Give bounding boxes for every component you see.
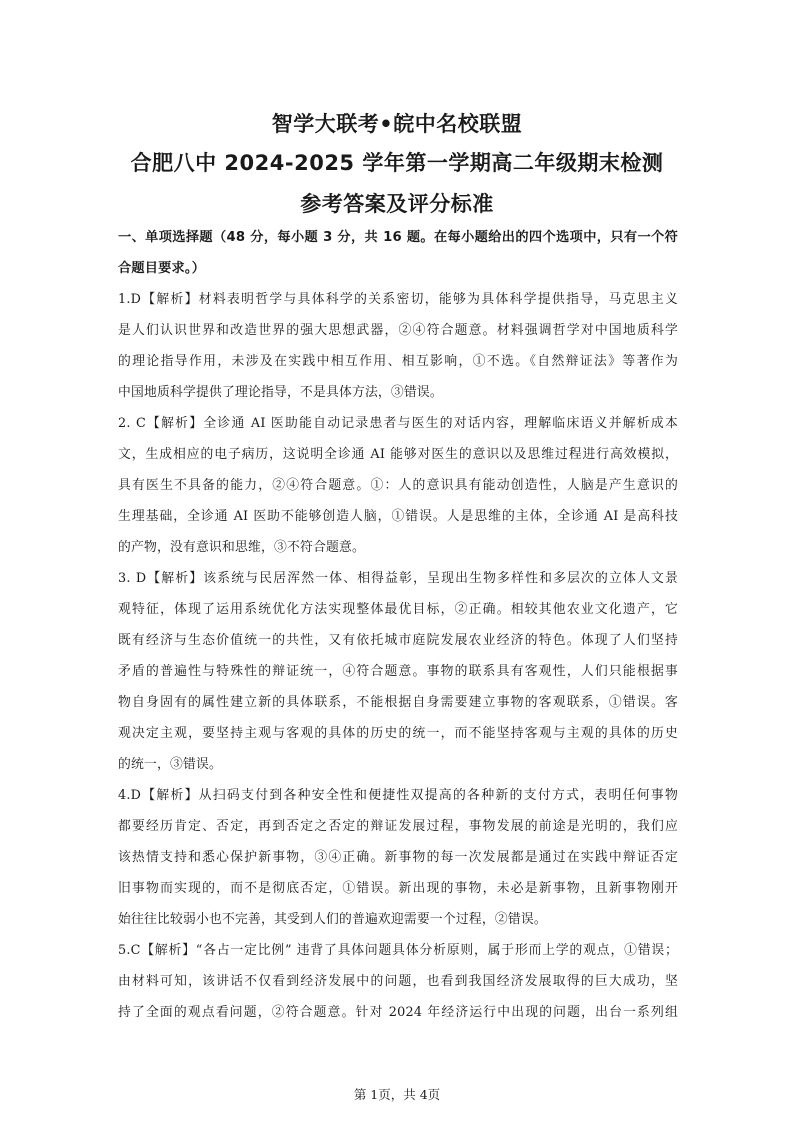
answer-line: 的理论指导作用，未涉及在实践中相互作用、相互影响，①不选。《自然辩证法》等著作为 [118,354,678,369]
section-heading-line: 一、单项选择题（48 分，每小题 3 分，共 16 题。在每小题给出的四个选项中，只有一个符 [118,230,678,245]
answer-line: 的统一，③错误。 [118,757,222,772]
answer-item-1 [118,284,678,408]
answer-line: 物自身固有的属性建立新的具体联系，不能根据自身需要建立事物的客观联系，①错误。客 [118,695,678,710]
doc-title-line2: 合肥八中 2024-2025 学年第一学期高二年级期末检测 [130,151,664,175]
answer-item-4 [118,780,678,935]
answer-line: 5.C【解析】“各占一定比例” 违背了具体问题具体分析原则，属于形而上学的观点，①错误； [118,943,678,958]
answer-line: 始往往比较弱小也不完善，其受到人们的普遍欢迎需要一个过程，②错误。 [118,912,547,927]
answer-line: 观决定主观，要坚持主观与客观的具体的历史的统一，而不能坚持客观与主观的具体的历史 [118,726,678,741]
answer-line: 由材料可知，该讲话不仅看到经济发展中的问题，也看到我国经济发展取得的巨大成功，坚 [118,974,678,989]
answer-line: 文，生成相应的电子病历，这说明全诊通 AI 能够对医生的意识以及思维过程进行高效模拟， [118,447,678,462]
answer-line: 该热情支持和悉心保护新事物，③④正确。新事物的每一次发展都是通过在实践中辩证否定 [118,850,678,865]
answer-line: 既有经济与生态价值统一的共性，又有依托城市庭院发展农业经济的特色。体现了人们坚持 [118,633,678,648]
answer-item-5 [118,935,678,1028]
answer-line: 中国地质科学提供了理论指导，不是具体方法，③错误。 [118,385,443,400]
answer-line: 1.D【解析】材料表明哲学与具体科学的关系密切，能够为具体科学提供指导，马克思主义 [118,292,678,307]
answer-line: 持了全面的观点看问题，②符合题意。针对 2024 年经济运行中出现的问题，出台一系列组 [118,1005,678,1020]
answer-line: 4.D【解析】从扫码支付到各种安全性和便捷性双提高的各种新的支付方式，表明任何事物 [118,788,678,803]
answer-list [118,284,678,1028]
answer-item-3 [118,563,678,780]
answer-line: 生理基础，全诊通 AI 医助不能够创造人脑，①错误。人是思维的主体，全诊通 AI 是高科技 [118,509,678,524]
section-heading-line: 合题目要求。） [118,261,206,276]
section-heading [118,222,678,284]
answer-line: 3. D【解析】该系统与民居浑然一体、相得益彰，呈现出生物多样性和多层次的立体人文景 [118,571,678,586]
answer-line: 都要经历肯定、否定，再到否定之否定的辩证发展过程，事物发展的前途是光明的，我们应 [118,819,678,834]
answer-line: 2. C【解析】全诊通 AI 医助能自动记录患者与医生的对话内容，理解临床语义并解析成本 [118,416,678,431]
answer-line: 是人们认识世界和改造世界的强大思想武器，②④符合题意。材料强调哲学对中国地质科学 [118,323,678,338]
page-number: 第 1页，共 4页 [353,1087,441,1102]
answer-line: 观特征，体现了运用系统优化方法实现整体最优目标，②正确。相较其他农业文化遗产，它 [118,602,678,617]
doc-title-line3: 参考答案及评分标准 [300,192,494,216]
answer-line: 矛盾的普遍性与特殊性的辩证统一，④符合题意。事物的联系具有客观性，人们只能根据事 [118,664,678,679]
answer-line: 旧事物而实现的，而不是彻底否定，①错误。新出现的事物，未必是新事物，且新事物刚开 [118,881,678,896]
answer-line: 的产物，没有意识和思维，③不符合题意。 [118,540,365,555]
answer-item-2 [118,408,678,563]
answer-line: 具有医生不具备的能力，②④符合题意。①：人的意识具有能动创造性，人脑是产生意识的 [118,478,678,493]
doc-title-line1: 智学大联考•皖中名校联盟 [271,112,523,136]
